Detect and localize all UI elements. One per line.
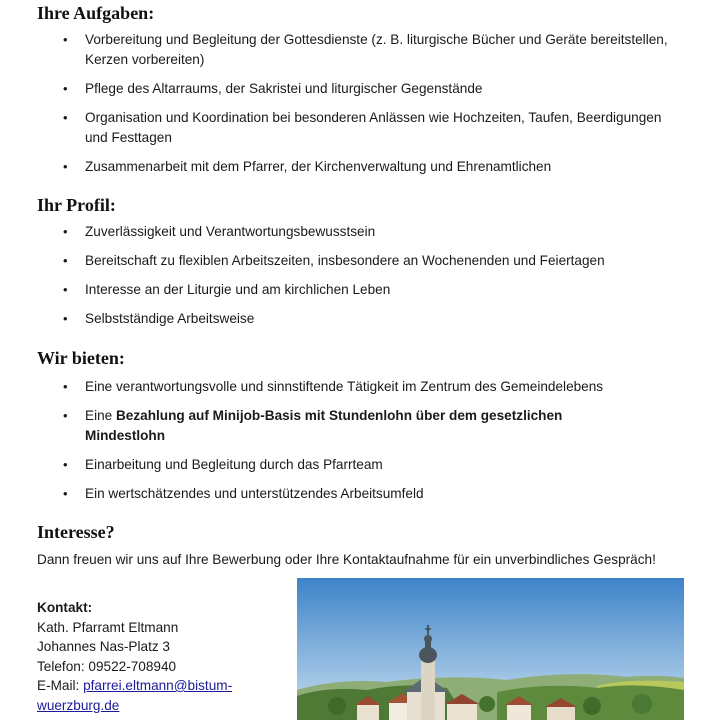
contact-phone: Telefon: 09522-708940 [37,658,177,674]
section-title-aufgaben: Ihre Aufgaben: [37,3,155,23]
list-item: • Einarbeitung und Begleitung durch das Pfarrteam [37,455,677,475]
list-item: • Interesse an der Liturgie und am kirchlichen Leben [37,280,677,300]
email-label: E-Mail: [37,678,84,693]
list-item-text: Eine [85,408,116,423]
aufgaben-list [37,30,677,177]
list-item: • Bereitschaft zu flexiblen Arbeitszeiten, insbesondere an Wochenenden und Feiertagen [37,251,677,271]
section-title-bieten: Wir bieten: [37,348,125,368]
list-item: • Pflege des Altarraums, der Sakristei und liturgischer Gegenstände [37,79,677,99]
list-item: • Eine verantwortungsvolle und sinnstiftende Tätigkeit im Zentrum des Gemeindelebens [37,377,677,397]
list-item: • Selbstständige Arbeitsweise [37,309,677,329]
contact-heading: Kontakt: [37,600,93,615]
contact-email-row [37,676,287,715]
section-title-interesse: Interesse? [37,522,115,542]
section-title-profil: Ihr Profil: [37,195,116,215]
list-item: • Vorbereitung und Begleitung der Gottesdienste (z. B. liturgische Bücher und Geräte bereitstellen, Kerzen vorbereiten) [37,30,677,70]
list-item: • Organisation und Koordination bei besonderen Anlässen wie Hochzeiten, Taufen, Beerdigungen und Festtagen [37,108,677,148]
email-link[interactable]: pfarrei.eltmann@bistum- wuerzburg.de [37,678,233,713]
contact-address: Johannes Nas-Platz 3 [37,639,170,654]
interesse-text: Dann freuen wir uns auf Ihre Bewerbung oder Ihre Kontaktaufnahme für ein unverbindliches Gespräch! [37,552,656,567]
list-item: • Ein wertschätzendes und unterstützendes Arbeitsumfeld [37,484,677,504]
landscape-image [297,578,684,720]
list-item: • Zuverlässigkeit und Verantwortungsbewusstsein [37,222,677,242]
bieten-list [37,377,677,504]
contact-block [37,598,287,715]
contact-name: Kath. Pfarramt Eltmann [37,619,179,635]
list-item [37,406,625,446]
profil-list [37,222,677,329]
list-item-bold-text: Bezahlung auf Minijob-Basis mit Stundenlohn über dem gesetzlichen Mindestlohn [85,408,563,443]
list-item: • Zusammenarbeit mit dem Pfarrer, der Kirchenverwaltung und Ehrenamtlichen [37,157,677,177]
town-church-photo [297,578,684,720]
